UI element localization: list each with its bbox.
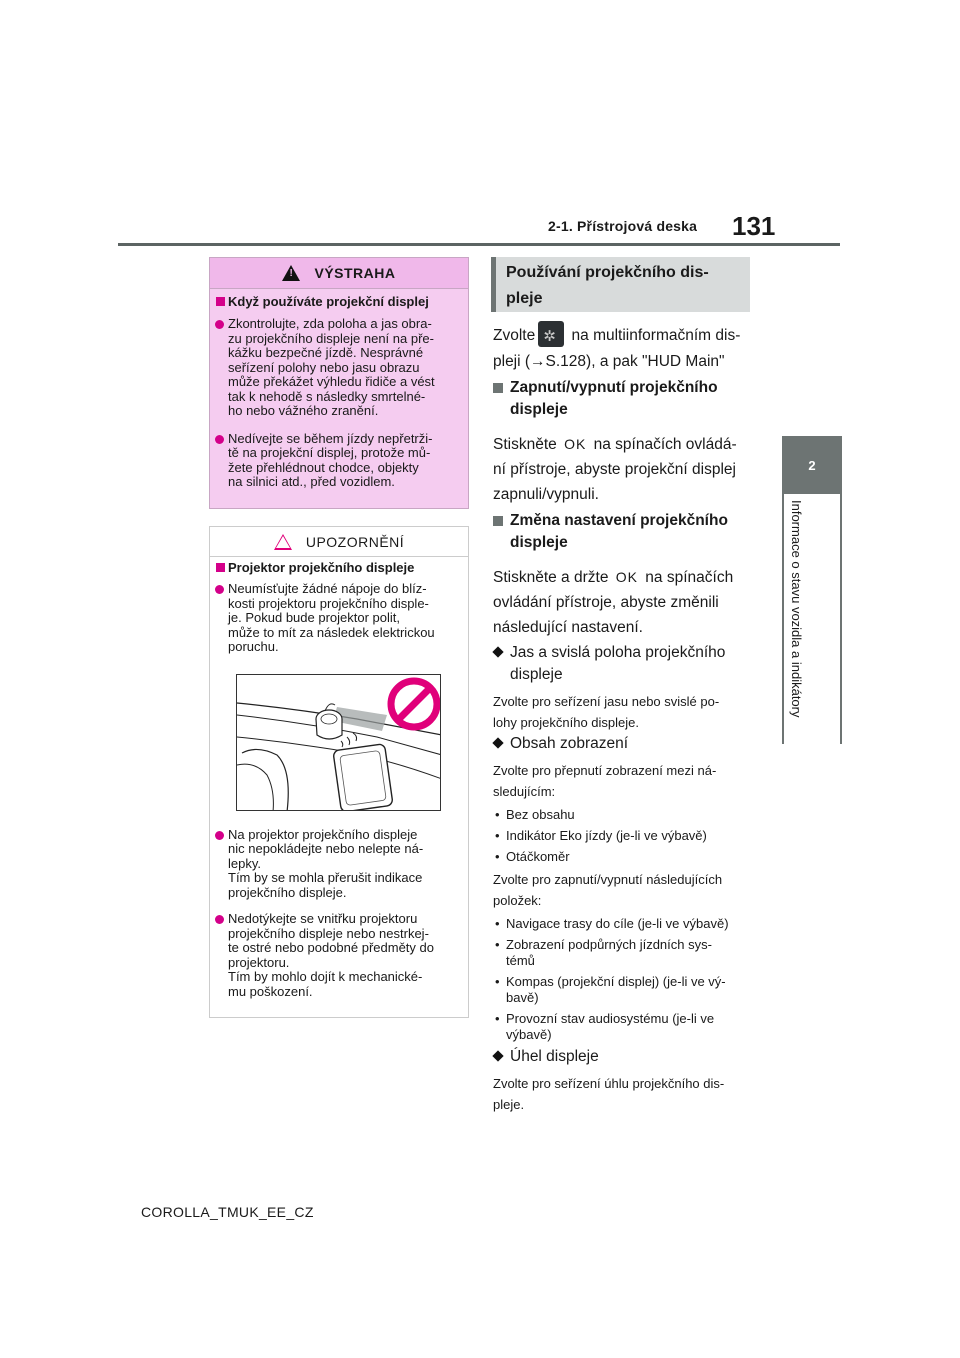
warning-item: Nedívejte se během jízdy nepřetrži- tě na projekční displej, protože mů- žete přehlédnout chodce, objekty na silnici atd., před vozidlem.: [210, 432, 468, 490]
settings-paragraph: [493, 565, 755, 640]
setting-description: Zvolte pro seřízení úhlu projekčního dis- pleje.: [493, 1076, 725, 1112]
projector-drawing: [237, 675, 441, 811]
settings-icon: [538, 321, 564, 347]
header-rule: [118, 243, 840, 246]
caution-header: [210, 527, 468, 557]
page-number: 131: [732, 211, 776, 241]
section-title: 2-1. Přístrojová deska: [548, 218, 698, 234]
body-text: na spínačích ovládání přístroje, abyste změnili následující nastavení.: [493, 569, 734, 636]
warning-title: VÝSTRAHA: [314, 265, 396, 281]
caution-item: Na projektor projekčního displeje nic nepokládejte nebo nelepte ná- lepky. Tím by se mohla přerušit indikace projekčního displeje.: [210, 828, 468, 901]
body-text: na spínačích ovládá- ní přístroje, abyste projekční displej zapnuli/vypnuli.: [493, 436, 737, 503]
warning-heading: Když používáte projekční displej: [210, 294, 468, 310]
projector-illustration: [236, 674, 441, 811]
caution-icon: [274, 534, 292, 550]
caution-item: Nedotýkejte se vnitřku projektoru projekčního displeje nebo nestrkej- te ostré nebo podobné předměty do projektoru. Tím by mohlo dojít k mechanické- mu poškození.: [210, 912, 468, 999]
body-text: Stiskněte a držte: [493, 569, 613, 586]
setting-description: Zvolte pro zapnutí/vypnutí následujících položek:: [493, 872, 723, 908]
chapter-label: Informace o stavu vozidla a indikátory: [789, 500, 804, 718]
caution-item: Neumísťujte žádné nápoje do blíz- kosti projektoru projekčního disple- je. Pokud bude projektor polit, může to mít za následek elektrickou poruchu.: [210, 582, 468, 655]
intro-paragraph: [493, 323, 755, 374]
intro-text: Zvolte: [493, 327, 536, 345]
subsection-heading: Změna nastavení projekčního displeje: [493, 510, 755, 554]
caution-title: UPOZORNĚNÍ: [305, 533, 405, 550]
setting-description: Zvolte pro přepnutí zobrazení mezi ná- sledujícím:: [493, 763, 717, 799]
list-item: • Kompas (projekční displej) (je-li ve vý- bavě): [493, 974, 755, 1006]
list-item: • Zobrazení podpůrných jízdních sys- témů: [493, 937, 755, 969]
setting-angle: [493, 1046, 755, 1115]
setting-heading: Úhel displeje: [493, 1046, 755, 1068]
list-item: • Navigace trasy do cíle (je-li ve výbavě): [493, 916, 755, 932]
setting-content: [493, 733, 755, 1043]
warning-box: [209, 257, 469, 509]
section-heading-box: Používání projekčního dis- pleje: [491, 257, 750, 312]
onoff-paragraph: [493, 432, 755, 507]
intro-text: na multiinformačním dis-: [567, 327, 741, 345]
subsection-settings: [493, 510, 755, 554]
list-item: • Otáčkoměr: [493, 849, 755, 865]
intro-text-line2: pleji (→S.128), a pak "HUD Main": [493, 353, 725, 370]
chapter-tab: [782, 436, 842, 494]
warning-item: Zkontrolujte, zda poloha a jas obra- zu projekčního displeje není na pře- kážku bezpečné jízdě. Nesprávné seřízení polohy nebo jasu obrazu může překážet výhledu řidiče a vést tak k nehodě s následky smrtelné- ho nebo vážného zranění.: [210, 317, 468, 419]
setting-heading: Obsah zobrazení: [493, 733, 755, 755]
chapter-number: 2: [808, 457, 816, 473]
list-item: • Provozní stav audiosystému (je-li ve výbavě): [493, 1011, 755, 1043]
warning-header: [210, 258, 468, 289]
caution-heading: Projektor projekčního displeje: [210, 560, 468, 576]
setting-brightness: [493, 642, 755, 733]
subsection-onoff: [493, 377, 755, 421]
subsection-heading: Zapnutí/vypnutí projekčního displeje: [493, 377, 755, 421]
list-item: • Bez obsahu: [493, 807, 755, 823]
ok-button-label: OK: [564, 436, 587, 452]
setting-description: Zvolte pro seřízení jasu nebo svislé po- lohy projekčního displeje.: [493, 694, 720, 730]
list-item: • Indikátor Eko jízdy (je-li ve výbavě): [493, 828, 755, 844]
document-code: COROLLA_TMUK_EE_CZ: [141, 1204, 314, 1220]
body-text: Stiskněte: [493, 436, 562, 453]
warning-icon: !: [282, 265, 300, 281]
ok-button-label: OK: [615, 569, 638, 585]
setting-heading: Jas a svislá poloha projekčního displeje: [493, 642, 755, 686]
